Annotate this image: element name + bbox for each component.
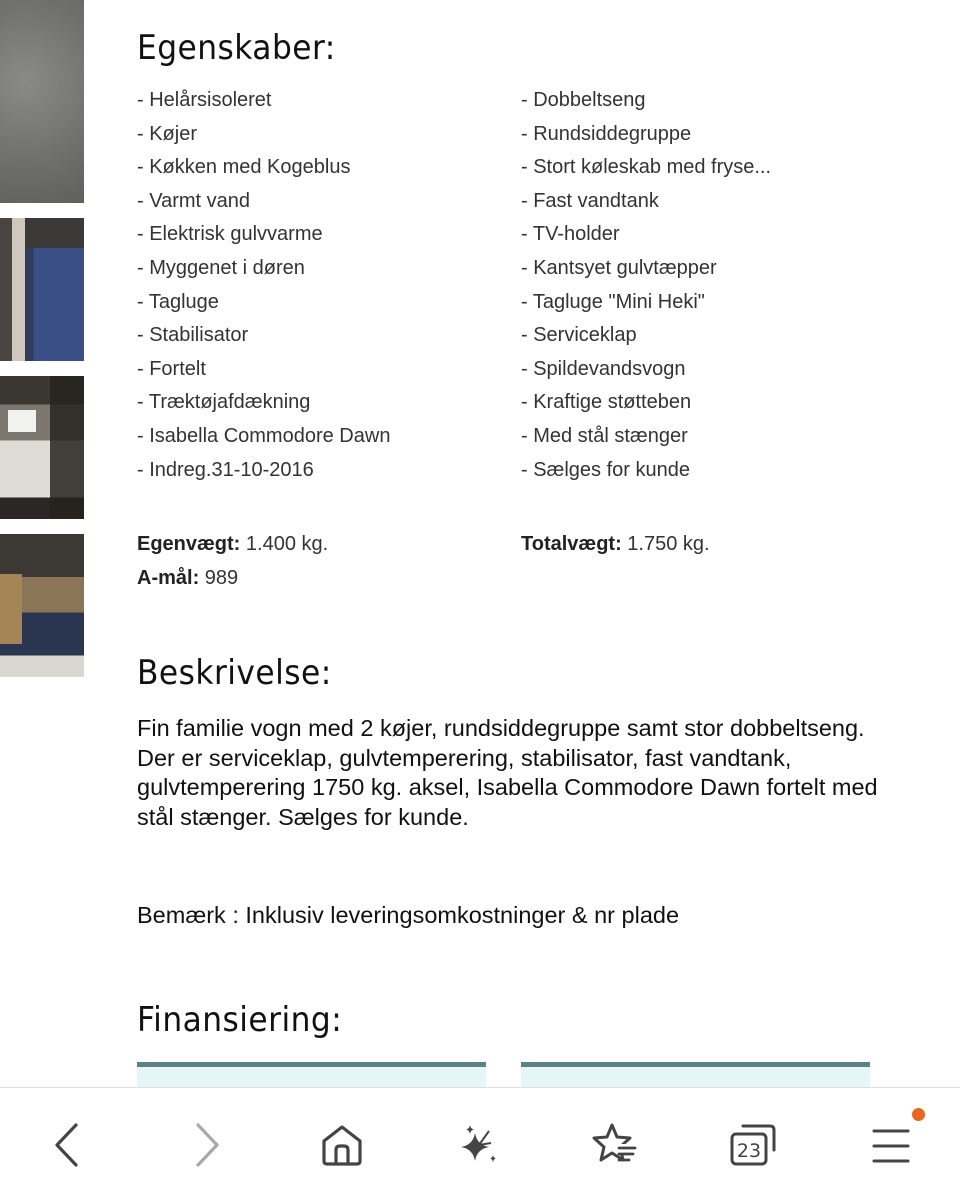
description-heading: Beskrivelse: <box>137 653 332 693</box>
financing-heading: Finansiering: <box>137 1000 343 1040</box>
notification-dot <box>912 1108 925 1121</box>
tab-count: 23 <box>736 1140 762 1162</box>
chevron-left-icon <box>52 1122 82 1168</box>
feature-item: - Dobbeltseng <box>521 89 646 111</box>
feature-item: - Varmt vand <box>137 189 250 212</box>
own-weight-label: Egenvægt: <box>137 533 241 555</box>
feature-item: - Kraftige støtteben <box>521 391 692 414</box>
gallery-thumbnail[interactable] <box>0 376 84 519</box>
feature-item: - Stort køleskab med fryse... <box>521 156 772 179</box>
feature-item: - Stabilisator <box>137 324 249 347</box>
star-list-icon <box>591 1122 639 1168</box>
feature-item: - Sælges for kunde <box>521 458 690 481</box>
hamburger-menu-icon <box>871 1125 911 1165</box>
feature-item: - Køjer <box>137 122 197 145</box>
gallery-thumbnail[interactable] <box>0 534 84 677</box>
browser-bottom-toolbar <box>0 1087 960 1199</box>
home-button[interactable] <box>307 1110 377 1180</box>
gallery-thumbnail[interactable] <box>0 218 84 361</box>
own-weight-value: 1.400 kg. <box>245 533 329 555</box>
feature-item: - Træktøjafdækning <box>137 391 311 414</box>
feature-item: - Køkken med Kogeblus <box>137 156 351 179</box>
ai-assistant-button[interactable] <box>444 1110 514 1180</box>
feature-item: - Med stål stænger <box>521 424 688 447</box>
feature-item: - Indreg.31-10-2016 <box>137 458 314 481</box>
feature-item: - Isabella Commodore Dawn <box>137 424 391 447</box>
feature-item: - TV-holder <box>521 223 620 246</box>
feature-item: - Fortelt <box>137 357 206 380</box>
features-heading: Egenskaber: <box>137 28 336 68</box>
feature-item: - Rundsiddegruppe <box>521 122 692 145</box>
a-measure-value: 989 <box>204 567 239 589</box>
feature-item: - Fast vandtank <box>521 189 659 212</box>
total-weight-value: 1.750 kg. <box>627 533 710 555</box>
home-icon <box>320 1123 364 1167</box>
bookmarks-button[interactable] <box>580 1110 650 1180</box>
sparkle-icon <box>457 1123 501 1167</box>
gallery-thumbnail[interactable] <box>0 0 84 203</box>
forward-button[interactable] <box>172 1110 242 1180</box>
description-note: Bemærk : Inklusiv leveringsomkostninger & nr plade <box>137 902 680 928</box>
feature-item: - Serviceklap <box>521 324 637 347</box>
chevron-right-icon <box>192 1122 222 1168</box>
feature-item: - Spildevandsvogn <box>521 357 686 380</box>
feature-item: - Tagluge <box>137 290 219 313</box>
tabs-button[interactable] <box>718 1110 788 1180</box>
back-button[interactable] <box>32 1110 102 1180</box>
feature-item: - Myggenet i døren <box>137 256 305 279</box>
total-weight <box>521 533 710 556</box>
feature-item: - Kantsyet gulvtæpper <box>521 256 717 279</box>
features-column-right <box>521 84 771 487</box>
feature-item: - Tagluge "Mini Heki" <box>521 290 705 313</box>
description-text: Fin familie vogn med 2 køjer, rundsiddegruppe samt stor dobbeltseng. Der er serviceklap, gulvtemperering, stabilisator, fast vandtank, gulvtemperering 1750 kg. aksel, Isabella Commodore Dawn fortelt med stål stænger. Sælges for kunde. <box>137 715 878 830</box>
feature-item: - Helårsisoleret <box>137 89 272 111</box>
features-column-left <box>137 84 390 487</box>
total-weight-label: Totalvægt: <box>521 533 622 555</box>
a-measure-label: A-mål: <box>137 567 200 589</box>
a-measure <box>137 567 238 590</box>
own-weight <box>137 533 328 556</box>
tabs-icon <box>728 1122 778 1168</box>
feature-item: - Elektrisk gulvvarme <box>137 223 323 246</box>
